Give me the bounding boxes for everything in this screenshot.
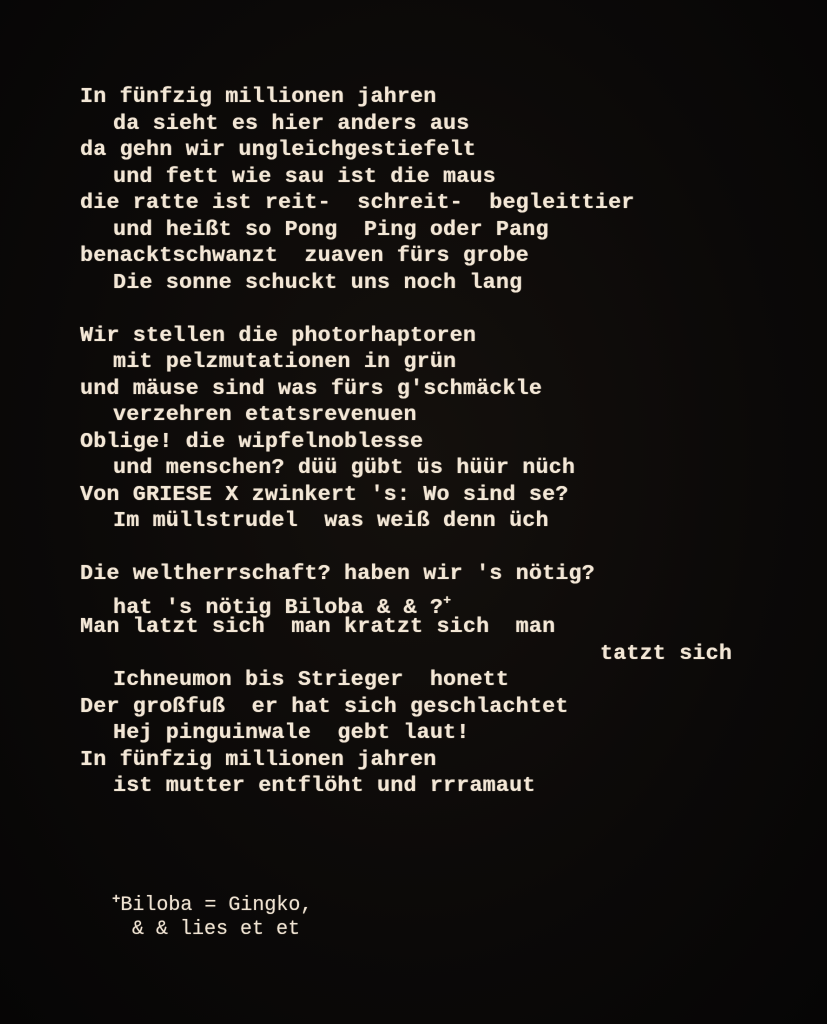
footnote-line: & & lies et et <box>132 918 301 941</box>
poem-line: und mäuse sind was fürs g'schmäckle <box>80 376 543 401</box>
poem-line: Wir stellen die photorhaptoren <box>80 323 477 348</box>
stanza-break <box>80 296 800 323</box>
poem-line <box>80 588 800 620</box>
poem-line: Ichneumon bis Strieger honett <box>113 668 510 692</box>
poem-line: Die weltherrschaft? haben wir 's nötig? <box>80 562 595 586</box>
footnote-text: Biloba = Gingko, <box>120 894 313 917</box>
poem-line: da sieht es hier anders aus <box>113 111 470 136</box>
poem-line: In fünfzig millionen jahren <box>80 747 437 772</box>
poem-line: benacktschwanzt zuaven fürs grobe <box>80 244 529 268</box>
poem-line: In fünfzig millionen jahren <box>80 85 437 109</box>
poem-line: verzehren etatsrevenuen <box>113 403 417 427</box>
footnote-reference-mark: + <box>443 592 452 608</box>
poem-line: Der großfuß er hat sich geschlachtet <box>80 694 569 719</box>
poem-line: Hej pinguinwale gebt laut! <box>113 721 470 745</box>
poem-line-text: hat 's nötig Biloba & & ? <box>113 595 444 620</box>
poem-line: da gehn wir ungleichgestiefelt <box>80 138 477 162</box>
poem <box>80 84 800 800</box>
stanza-break <box>80 535 800 562</box>
footnote <box>112 886 312 944</box>
poem-line: Im müllstrudel was weiß denn üch <box>113 509 549 533</box>
poem-line: Von GRIESE X zwinkert 's: Wo sind se? <box>80 482 569 507</box>
poem-line: Die sonne schuckt uns noch lang <box>113 270 523 295</box>
poem-line: die ratte ist reit- schreit- begleittier <box>80 191 635 215</box>
poem-line: und menschen? düü gübt üs hüür nüch <box>113 456 576 480</box>
footnote-mark: + <box>112 892 121 908</box>
poem-line: und fett wie sau ist die maus <box>113 164 496 189</box>
poem-line: ist mutter entflöht und rrramaut <box>113 774 536 798</box>
poem-line: und heißt so Pong Ping oder Pang <box>113 217 549 242</box>
footnote-line <box>112 886 312 915</box>
poem-line: Oblige! die wipfelnoblesse <box>80 429 424 454</box>
poem-line: Man latzt sich man kratzt sich man <box>80 615 556 639</box>
poem-line: mit pelzmutationen in grün <box>113 350 457 374</box>
poem-line-continuation: tatzt sich <box>600 641 733 666</box>
